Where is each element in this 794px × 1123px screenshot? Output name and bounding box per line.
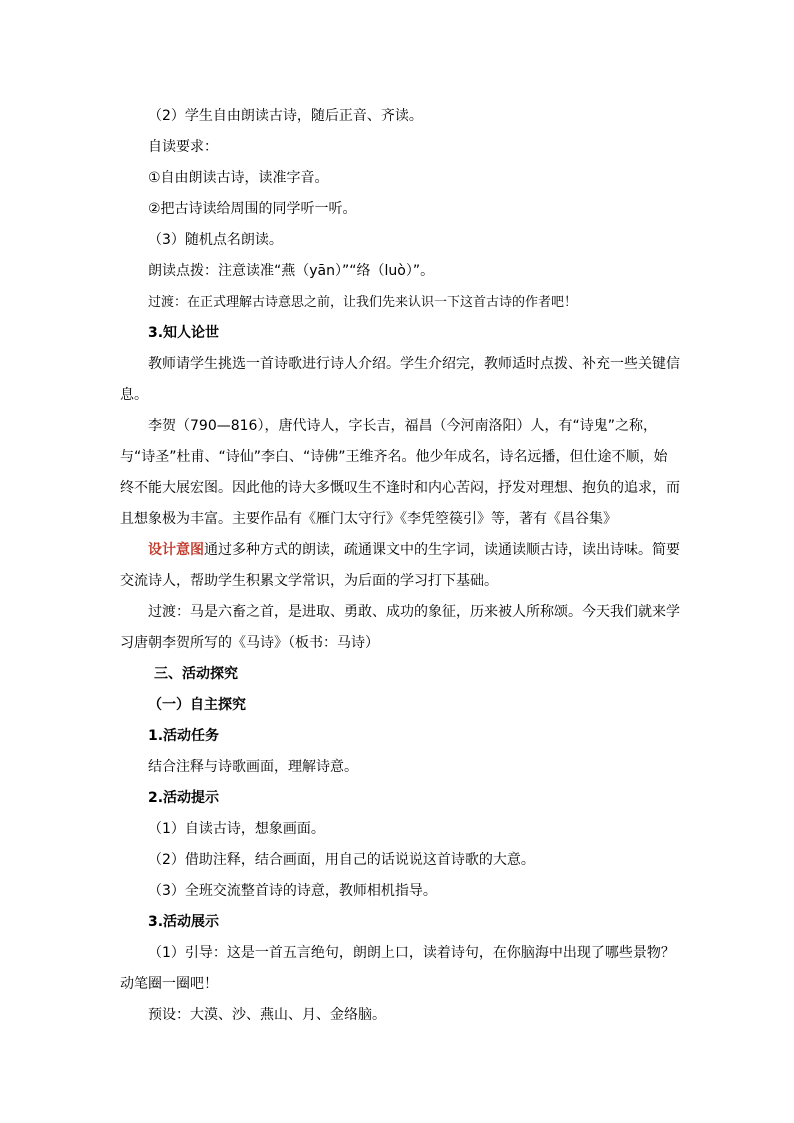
- paragraph: ①自由朗读古诗，读准字音。: [148, 170, 329, 186]
- design-intent-text: 通过多种方式的朗读，疏通课文中的生字词，读通读顺古诗，读出诗味。简要交流诗人，帮助学生积累文学常识，为后面的学习打下基础。: [120, 542, 680, 589]
- subsection-heading: （一）自主探究: [148, 697, 246, 713]
- paragraph: 结合注释与诗歌画面，理解诗意。: [148, 759, 358, 775]
- paragraph: （1）自读古诗，想象画面。: [148, 821, 325, 837]
- paragraph: 李贺（790—816），唐代诗人，字长吉，福昌（今河南洛阳）人，有“诗鬼”之称，与“诗圣”杜甫、“诗仙”李白、“诗佛”王维齐名。他少年成名，诗名远播，但仕途不顺，始终不能大展宏图。因此他的诗大多慨叹生不逢时和内心苦闷，抒发对理想、抱负的追求，而且想象极为丰富。主要作品有《雁门太守行》《李凭箜篌引》等，著有《昌谷集》: [120, 418, 680, 527]
- paragraph: （1）引导：这是一首五言绝句，朗朗上口，读着诗句，在你脑海中出现了哪些景物？动笔圈一圈吧！: [120, 945, 675, 992]
- paragraph: 教师请学生挑选一首诗歌进行诗人介绍。学生介绍完，教师适时点拨、补充一些关键信息。: [120, 356, 680, 403]
- paragraph: 自读要求：: [148, 139, 218, 155]
- paragraph: 预设：大漠、沙、燕山、月、金络脑。: [148, 1007, 386, 1023]
- activity-heading: 3.活动展示: [148, 914, 220, 930]
- section-heading: 3.知人论世: [148, 325, 220, 341]
- document-body: [120, 101, 680, 1031]
- paragraph: 朗读点拨：注意读准“燕（yān）”“络（luò）”。: [148, 263, 435, 279]
- design-intent-paragraph: [120, 535, 680, 597]
- paragraph: （2）借助注释，结合画面，用自己的话说说这首诗歌的大意。: [148, 852, 535, 868]
- paragraph: （2）学生自由朗读古诗，随后正音、齐读。: [148, 108, 423, 124]
- activity-heading: 1.活动任务: [148, 728, 220, 744]
- paragraph: （3）全班交流整首诗的诗意，教师相机指导。: [148, 883, 437, 899]
- paragraph: ②把古诗读给周围的同学听一听。: [148, 201, 357, 217]
- paragraph: 过渡：马是六畜之首，是进取、勇敢、成功的象征，历来被人所称颂。今天我们就来学习唐朝李贺所写的《马诗》（板书：马诗）: [120, 604, 680, 651]
- section-heading: 三、活动探究: [154, 666, 238, 682]
- paragraph: （3）随机点名朗读。: [148, 232, 283, 248]
- design-intent-label: 设计意图: [148, 542, 204, 558]
- activity-heading: 2.活动提示: [148, 790, 220, 806]
- paragraph: 过渡：在正式理解古诗意思之前，让我们先来认识一下这首古诗的作者吧！: [148, 295, 578, 310]
